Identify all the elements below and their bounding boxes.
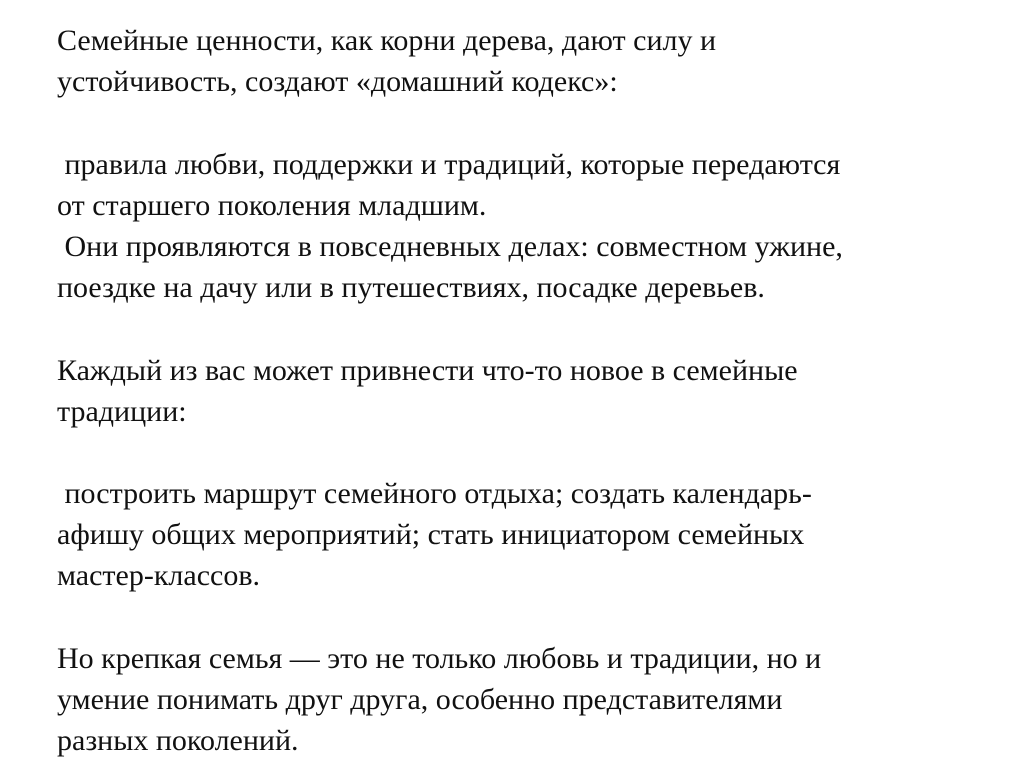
paragraph-ideas — [57, 473, 987, 597]
text-line: устойчивость, создают «домашний кодекс»: — [57, 65, 618, 99]
paragraph-family-values — [57, 20, 987, 102]
text-line: Семейные ценности, как корни дерева, дают силу и — [57, 24, 717, 57]
paragraph-contribution — [57, 350, 987, 432]
paragraph-gap — [57, 308, 987, 349]
text-content — [57, 20, 987, 761]
paragraph-gap — [57, 432, 987, 473]
text-line: разных поколений. — [57, 724, 299, 758]
text-line: Но крепкая семья — это не только любовь и традиции, но и — [57, 641, 822, 675]
paragraph-conclusion — [57, 638, 987, 762]
text-line: умение понимать друг друга, особенно представителями — [57, 683, 783, 716]
paragraph-gap — [57, 102, 987, 143]
text-line: поездке на дачу или в путешествиях, посадке деревьев. — [57, 271, 765, 305]
text-line: афишу общих мероприятий; стать инициатором семейных — [57, 518, 805, 552]
text-line: от старшего поколения младшим. — [57, 188, 487, 222]
text-line: Они проявляются в повседневных делах: совместном ужине, — [57, 229, 843, 263]
text-line: правила любви, поддержки и традиций, которые передаются — [57, 147, 841, 181]
text-line: построить маршрут семейного отдыха; создать календарь- — [57, 477, 812, 511]
text-line: мастер-классов. — [57, 559, 260, 593]
paragraph-gap — [57, 597, 987, 638]
text-line: Каждый из вас может привнести что-то новое в семейные — [57, 353, 798, 387]
paragraph-rules — [57, 144, 987, 309]
text-line: традиции: — [57, 394, 187, 428]
